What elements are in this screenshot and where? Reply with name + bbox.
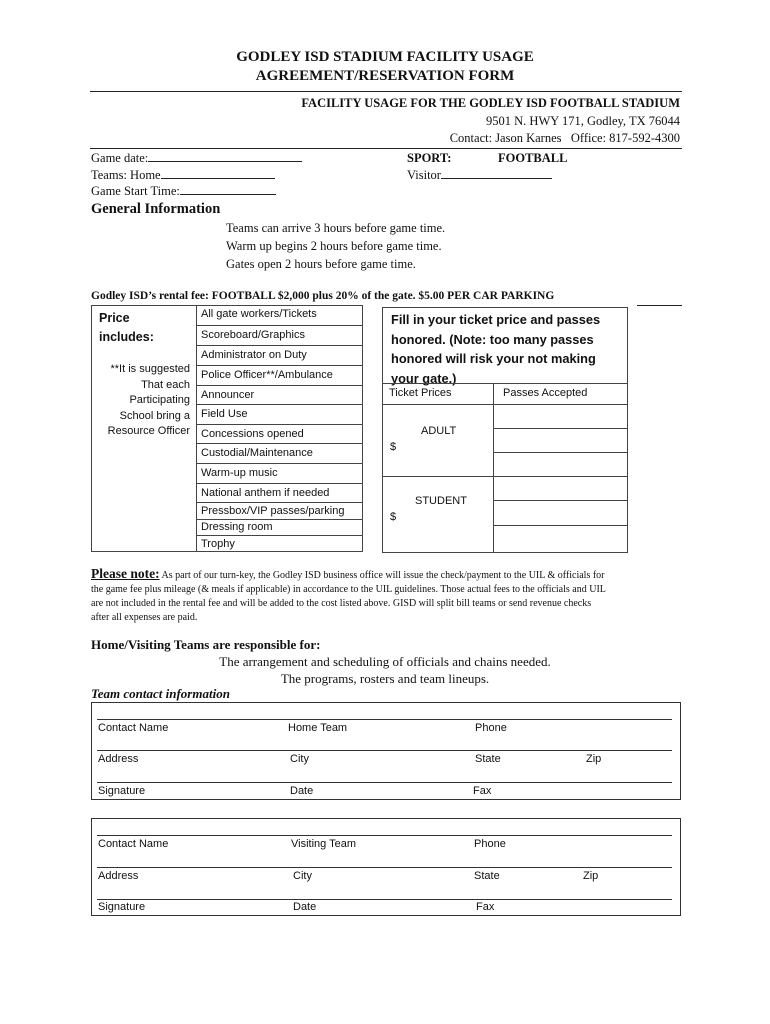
price-item: Scoreboard/Graphics — [197, 325, 362, 345]
visiting-state-field[interactable]: State — [474, 870, 500, 882]
responsible-line2: The programs, rosters and team lineups. — [280, 671, 490, 686]
sport-value: FOOTBALL — [498, 151, 568, 165]
visiting-city-field[interactable]: City — [293, 870, 312, 882]
home-phone-field[interactable]: Phone — [475, 722, 507, 734]
sport-label: SPORT: — [407, 151, 452, 165]
responsible-heading: Home/Visiting Teams are responsible for: — [91, 637, 321, 652]
visitor-label: Visitor — [407, 168, 441, 182]
price-item: National anthem if needed — [197, 483, 362, 503]
student-label: STUDENT — [415, 495, 467, 507]
price-item: Dressing room — [197, 519, 362, 535]
title-divider — [90, 91, 682, 92]
visiting-zip-field[interactable]: Zip — [583, 870, 599, 882]
passes-column — [493, 383, 629, 553]
general-info-heading: General Information — [91, 201, 221, 217]
price-item: All gate workers/Tickets — [201, 308, 317, 320]
student-price-field[interactable]: $ — [390, 511, 397, 523]
contact-rule — [97, 750, 672, 751]
visiting-phone-field[interactable]: Phone — [474, 838, 506, 850]
pass-row-rule — [494, 500, 628, 501]
general-info-line-1: Teams can arrive 3 hours before game time. — [226, 221, 446, 235]
home-address-field[interactable]: Address — [98, 753, 139, 765]
price-item: Warm-up music — [197, 463, 362, 483]
please-note-line3: are not included in the rental fee and will be added to the cost listed above. GISD will split bill teams or send revenue checks — [91, 598, 592, 609]
visiting-fax-field[interactable]: Fax — [476, 901, 495, 913]
home-city-field[interactable]: City — [290, 753, 309, 765]
start-time-label: Game Start Time: — [91, 184, 180, 198]
resource-officer-note — [92, 362, 190, 440]
price-item: Concessions opened — [197, 424, 362, 444]
price-includes-heading — [99, 309, 154, 347]
home-contact-box — [91, 702, 681, 800]
note-line-5: Resource Officer — [107, 425, 190, 437]
ticket-heading-line1: Fill in your ticket price and passes — [391, 312, 601, 327]
adult-label: ADULT — [421, 425, 457, 437]
contact-rule — [97, 867, 672, 868]
price-item: Trophy — [197, 535, 362, 552]
contact-rule — [97, 782, 672, 783]
team-contact-heading: Team contact information — [91, 686, 230, 701]
adult-price-field[interactable]: $ — [390, 441, 397, 453]
visiting-team-field[interactable]: Visiting Team — [291, 838, 357, 850]
start-time-field[interactable] — [180, 184, 276, 195]
please-note-line4: after all expenses are paid. — [91, 612, 198, 623]
ticket-box-heading — [391, 310, 600, 388]
price-heading-line2: includes: — [99, 330, 154, 344]
price-item: Pressbox/VIP passes/parking — [197, 502, 362, 519]
ticket-col-rule — [382, 404, 628, 405]
home-state-field[interactable]: State — [475, 753, 501, 765]
visitor-field[interactable] — [441, 168, 552, 179]
teams-home-field[interactable] — [161, 168, 275, 179]
ticket-mid-rule — [382, 476, 628, 477]
ticket-heading-line3: honored will risk your not making — [391, 351, 596, 366]
visiting-signature-field[interactable]: Signature — [98, 901, 146, 913]
ticket-heading-line2: honored. (Note: too many passes — [391, 331, 594, 347]
please-note-line2: the game fee plus mileage (& meals if applicable) in accordance to the UIL guidelines. Those actual fees to the officials and UIL — [91, 584, 606, 595]
please-note-line1: As part of our turn-key, the Godley ISD business office will issue the check/payment to the UIL & officials for — [159, 570, 605, 581]
form-title-line1: GODLEY ISD STADIUM FACILITY USAGE — [236, 49, 534, 65]
general-info-line-2: Warm up begins 2 hours before game time. — [226, 239, 442, 253]
facility-address: 9501 N. HWY 171, Godley, TX 76044 — [486, 114, 680, 128]
rental-fee: Godley ISD’s rental fee: FOOTBALL $2,000 plus 20% of the gate. $5.00 PER CAR PARKING — [91, 290, 555, 302]
pass-row-rule — [494, 525, 628, 526]
start-time-row — [91, 184, 276, 199]
price-item: Announcer — [197, 385, 362, 405]
visiting-address-field[interactable]: Address — [98, 870, 139, 882]
visiting-date-field[interactable]: Date — [293, 901, 317, 913]
header-divider — [90, 148, 682, 149]
facility-subtitle: FACILITY USAGE FOR THE GODLEY ISD FOOTBALL STADIUM — [301, 96, 680, 110]
home-team-field[interactable]: Home Team — [288, 722, 348, 734]
visiting-contact-name-field[interactable]: Contact Name — [98, 838, 169, 850]
note-line-1: **It is suggested — [110, 363, 190, 375]
please-note — [91, 567, 691, 625]
ticket-heading-line4: your gate.) — [391, 370, 457, 386]
price-includes-table — [91, 305, 363, 552]
price-heading-line1: Price — [99, 311, 130, 325]
facility-contact: Contact: Jason Karnes Office: 817-592-4300 — [449, 131, 680, 145]
price-item: Custodial/Maintenance — [197, 443, 362, 463]
price-item: Police Officer**/Ambulance — [197, 365, 362, 385]
home-contact-name-field[interactable]: Contact Name — [98, 722, 169, 734]
contact-rule — [97, 899, 672, 900]
responsible-line1: The arrangement and scheduling of officials and chains needed. — [219, 654, 551, 669]
contact-rule — [97, 835, 672, 836]
price-item: Administrator on Duty — [197, 345, 362, 365]
pass-row-rule — [494, 452, 628, 453]
game-date-field[interactable] — [148, 151, 302, 162]
pass-row-rule — [494, 428, 628, 429]
contact-rule — [97, 719, 672, 720]
note-line-4: School bring a — [119, 409, 190, 422]
price-item: Field Use — [197, 404, 362, 424]
note-line-2: That each — [141, 378, 190, 391]
general-info-line-3: Gates open 2 hours before game time. — [226, 257, 416, 271]
game-date-row — [91, 151, 302, 166]
passes-accepted-header: Passes Accepted — [503, 387, 588, 399]
visiting-contact-box — [91, 818, 681, 916]
teams-home-label: Teams: Home — [91, 168, 161, 182]
teams-home-row — [91, 168, 275, 183]
please-note-label: Please note: — [91, 566, 160, 581]
form-title-line2: AGREEMENT/RESERVATION FORM — [255, 68, 515, 84]
home-signature-field[interactable]: Signature — [98, 785, 146, 797]
home-date-field[interactable]: Date — [290, 785, 314, 797]
note-line-3: Participating — [129, 394, 190, 406]
home-zip-field[interactable]: Zip — [586, 753, 602, 765]
game-date-label: Game date: — [91, 151, 149, 165]
visitor-row — [407, 168, 552, 183]
rental-fee-rule — [637, 305, 682, 306]
ticket-prices-header: Ticket Prices — [389, 387, 452, 399]
home-fax-field[interactable]: Fax — [473, 785, 492, 797]
